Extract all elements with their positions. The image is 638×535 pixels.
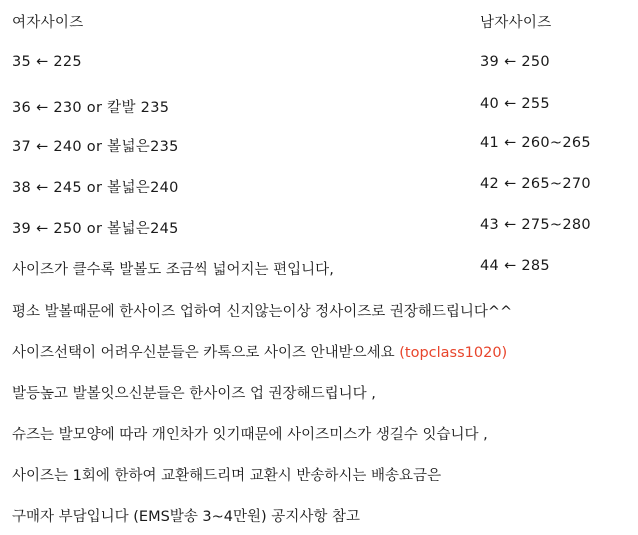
men-size-row: 40 ← 255: [480, 96, 550, 112]
men-size-row: 41 ← 260~265: [480, 135, 591, 151]
women-size-row: 39 ← 250 or 볼넓은245: [12, 221, 179, 237]
women-size-row: 38 ← 245 or 볼넓은240: [12, 180, 179, 196]
note-line: 구매자 부담입니다 (EMS발송 3~4만원) 공지사항 참고: [12, 509, 360, 525]
note-line: 사이즈가 클수록 발볼도 조금씩 넓어지는 편입니다,: [12, 262, 334, 278]
men-size-row: 39 ← 250: [480, 54, 550, 70]
men-size-heading: 남자사이즈: [480, 15, 552, 31]
note-line-kakao: [12, 341, 507, 362]
note-line: 슈즈는 발모양에 따라 개인차가 잇기때문에 사이즈미스가 생길수 잇습니다 ,: [12, 427, 488, 443]
kakao-id: (topclass1020): [399, 345, 508, 361]
kakao-note-text: 사이즈선택이 어려우신분들은 카톡으로 사이즈 안내받으세요: [12, 345, 400, 361]
men-size-row: 44 ← 285: [480, 258, 550, 274]
men-size-row: 43 ← 275~280: [480, 217, 591, 233]
women-size-row: 37 ← 240 or 볼넓은235: [12, 139, 179, 155]
men-size-row: 42 ← 265~270: [480, 176, 591, 192]
women-size-row: 35 ← 225: [12, 54, 82, 70]
women-size-heading: 여자사이즈: [12, 15, 84, 31]
note-line: 평소 발볼때문에 한사이즈 업하여 신지않는이상 정사이즈로 권장해드립니다^^: [12, 304, 513, 320]
note-line: 발등높고 발볼잇으신분들은 한사이즈 업 권장해드립니다 ,: [12, 386, 376, 402]
women-size-row: 36 ← 230 or 칼발 235: [12, 100, 170, 116]
note-line: 사이즈는 1회에 한하여 교환해드리며 교환시 반송하시는 배송요금은: [12, 468, 442, 484]
